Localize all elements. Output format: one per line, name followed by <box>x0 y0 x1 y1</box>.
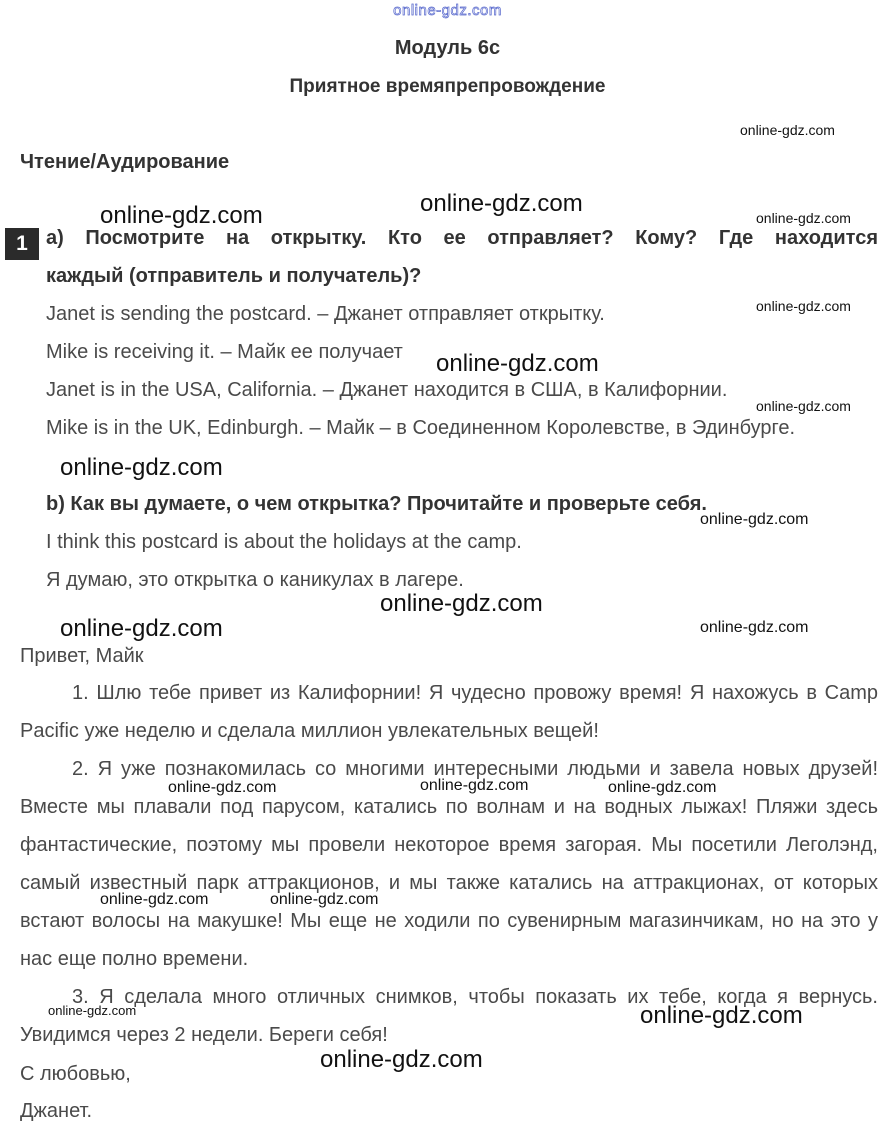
letter-closing: С любовью, <box>20 1063 131 1085</box>
watermark: online-gdz.com <box>436 350 599 377</box>
task-a-line1: a) Посмотрите на открытку. Кто ее отправляет? Кому? Где находится <box>46 227 878 249</box>
answer-b-line: Я думаю, это открытка о каникулах в лагере. <box>46 569 464 591</box>
watermark: online-gdz.com <box>420 777 529 794</box>
top-watermark: online-gdz.com <box>393 2 502 19</box>
watermark: online-gdz.com <box>48 1003 137 1018</box>
task-a-line2: каждый (отправитель и получатель)? <box>46 265 422 287</box>
answer-a-line: Mike is receiving it. – Майк ее получает <box>46 341 403 363</box>
module-title: Модуль 6c <box>394 37 501 59</box>
watermark: online-gdz.com <box>270 891 379 908</box>
module-subtitle: Приятное времяпрепровождение <box>289 76 606 97</box>
watermark: online-gdz.com <box>380 590 543 617</box>
letter-paragraph-1: 1. Шлю тебе привет из Калифорнии! Я чудесно провожу время! Я нахожусь в Camp Pacific уже неделю и сделала миллион увлекательных вещей! <box>20 682 878 742</box>
answer-b-line: I think this postcard is about the holidays at the camp. <box>46 531 522 553</box>
answer-a-line: Janet is sending the postcard. – Джанет отправляет открытку. <box>46 303 605 325</box>
watermark: online-gdz.com <box>320 1046 483 1073</box>
watermark: online-gdz.com <box>700 619 809 636</box>
letter-signature: Джанет. <box>20 1100 93 1122</box>
letter-paragraph-3: 3. Я сделала много отличных снимков, чтобы показать их тебе, когда я вернусь. Увидимся через 2 недели. Береги себя! <box>20 986 878 1046</box>
task-b-heading: b) Как вы думаете, о чем открытка? Прочитайте и проверьте себя. <box>46 493 707 515</box>
watermark: online-gdz.com <box>700 511 809 528</box>
task-number-badge: 1 <box>5 228 39 260</box>
watermark: online-gdz.com <box>60 454 223 481</box>
watermark: online-gdz.com <box>608 779 717 796</box>
watermark: online-gdz.com <box>740 122 835 138</box>
watermark: online-gdz.com <box>420 190 583 217</box>
watermark: online-gdz.com <box>168 779 277 796</box>
answer-a-line: Janet is in the USA, California. – Джанет находится в США, в Калифорнии. <box>46 379 728 401</box>
letter-paragraph-2: 2. Я уже познакомилась со многими интересными людьми и завела новых друзей! Вместе мы плавали под парусом, катались по волнам и на водных лыжах! Пляжи здесь фантастические, поэтому мы провели некоторое время загорая. Мы посетили Леголэнд, самый известный парк аттракционов, и мы также катались на аттракционах, от которых встают волосы на макушке! Мы еще не ходили по сувенирным магазинчикам, но на это у нас еще полно времени. <box>20 758 878 970</box>
watermark: online-gdz.com <box>756 210 851 226</box>
watermark: online-gdz.com <box>100 202 263 229</box>
watermark: online-gdz.com <box>756 398 851 414</box>
letter-greeting: Привет, Майк <box>20 645 144 667</box>
watermark: online-gdz.com <box>756 298 851 314</box>
watermark: online-gdz.com <box>60 615 223 642</box>
section-heading: Чтение/Аудирование <box>20 151 230 173</box>
watermark: online-gdz.com <box>100 891 209 908</box>
answer-a-line: Mike is in the UK, Edinburgh. – Майк – в Соединенном Королевстве, в Эдинбурге. <box>46 417 796 439</box>
watermark: online-gdz.com <box>640 1002 803 1029</box>
